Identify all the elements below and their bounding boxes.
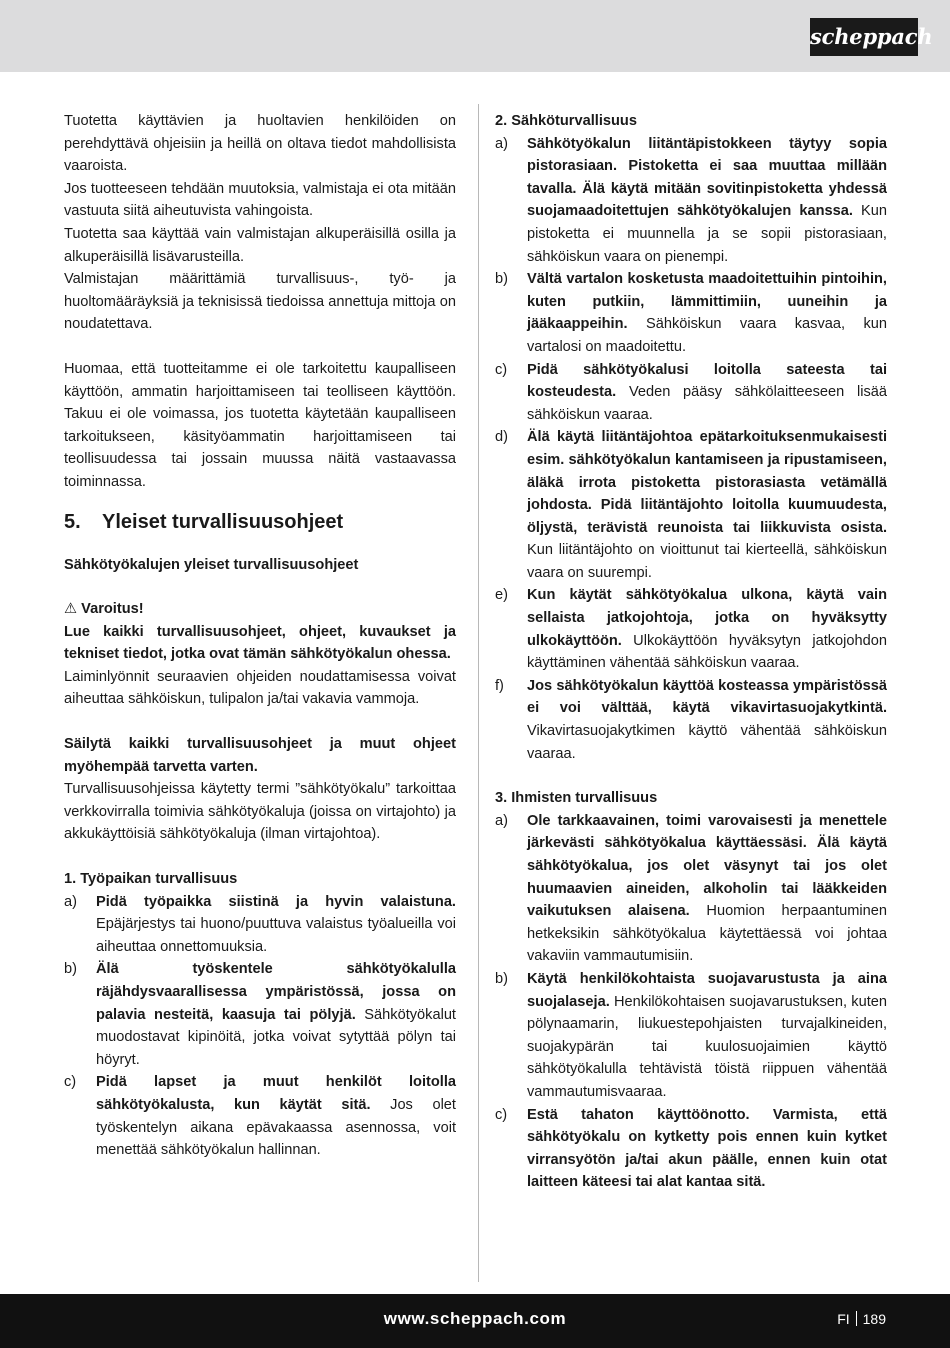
item-text: Epäjärjestys tai huono/puuttuva valaistus työalueilla voi aiheuttaa onnettomuuksia. bbox=[96, 916, 456, 955]
item-letter: a) bbox=[495, 135, 508, 152]
column-divider bbox=[478, 104, 479, 1282]
warning-title: Varoitus! bbox=[81, 601, 144, 618]
scheppach-logo: scheppach bbox=[810, 18, 918, 56]
commercial-use-notice: Huomaa, että tuotteitamme ei ole tarkoitettu kaupalliseen käyttöön, ammatin harjoittamiseen tai teolliseen käyttöön. Takuu ei ole voimassa, jos tuotetta käytetään kaupalliseen tarkoitukseen, käsityöammatin harjoittamiseen tai teollisuudessa tai jossain muussa näitä vastaavassa toiminnassa. bbox=[64, 360, 456, 490]
list-item bbox=[495, 268, 887, 358]
item-bold: Vältä vartalon kosketusta maadoitettuihin pintoihin, kuten putkiin, lämmittimiin, uuneihin ja jääkaappeihin. bbox=[527, 271, 887, 333]
item-text: Sähköiskun vaara kasvaa, kun vartalosi on maadoitettu. bbox=[527, 316, 887, 355]
item-bold: Estä tahaton käyttöönotto. Varmista, että sähkötyökalu on kytketty pois ennen kuin kytket virransyötön ja/tai akun päälle, ennen kuin otat laitteen käteesi tai alat kantaa sitä. bbox=[527, 1106, 887, 1191]
list-item bbox=[495, 359, 887, 427]
item-text: Kun liitäntäjohto on vioittunut tai kierteellä, sähköiskun vaara on suurempi. bbox=[527, 542, 887, 581]
list-item bbox=[64, 891, 456, 959]
item-text: Kun pistoketta ei muunnella ja se sopii pistorasiaan, sähköiskun vaara on pienempi. bbox=[527, 203, 887, 265]
intro-paragraph: Jos tuotteeseen tehdään muutoksia, valmistaja ei ota mitään vastuuta siitä aiheutuvista vahingoista. bbox=[64, 180, 456, 220]
item-letter: f) bbox=[495, 677, 504, 694]
intro-paragraph: Valmistajan määrittämiä turvallisuus-, työ- ja huoltomääräyksiä ja teknisissä tiedoissa annettuja mittoja on noudatettava. bbox=[64, 271, 456, 333]
list-item bbox=[495, 426, 887, 584]
page-number bbox=[837, 1294, 886, 1344]
warning-heading bbox=[64, 598, 456, 621]
item-letter: b) bbox=[495, 970, 508, 987]
warning-icon: ⚠ bbox=[64, 601, 78, 618]
page-header bbox=[0, 0, 950, 72]
item-letter: c) bbox=[495, 361, 508, 378]
electrical-safety-title: 2. Sähköturvallisuus bbox=[495, 113, 637, 129]
list-item bbox=[495, 968, 887, 1104]
item-text: Huomion herpaantuminen hetkeksikin sähkötyökalua käytettäessä voi johtaa vakaviin vammautumisiin. bbox=[527, 903, 887, 965]
section-number: 5. bbox=[64, 510, 81, 533]
item-bold: Sähkötyökalun liitäntäpistokkeen täytyy sopia pistorasiaan. Pistoketta ei saa muuttaa millään tavalla. Älä käytä mitään sovitinpistoketta yhdessä suojamaadoitettujen sähkötyökalujen kanssa. bbox=[527, 135, 887, 220]
item-letter: b) bbox=[64, 961, 77, 978]
section-title: Yleiset turvallisuusohjeet bbox=[102, 510, 344, 533]
item-bold: Ole tarkkaavainen, toimi varovaisesti ja menettele järkevästi sähkötyökalua käyttäessäsi. Älä käytä sähkötyökalua, jos olet väsynyt tai jos olet huumaavien aineiden, alkoholin tai lääkkeiden vaikutuksen alaisena. bbox=[527, 812, 887, 920]
item-letter: c) bbox=[495, 1106, 508, 1123]
list-item bbox=[64, 1071, 456, 1161]
intro-paragraph: Tuotetta saa käyttää vain valmistajan alkuperäisillä osilla ja alkuperäisillä lisävarusteilla. bbox=[64, 225, 456, 265]
warning-bold-text: Lue kaikki turvallisuusohjeet, ohjeet, kuvaukset ja tekniset tiedot, jotka ovat tämän sähkötyökalun ohessa. bbox=[64, 623, 456, 663]
list-item bbox=[495, 1104, 887, 1194]
personal-safety-title: 3. Ihmisten turvallisuus bbox=[495, 790, 658, 807]
item-bold: Pidä työpaikka siistinä ja hyvin valaistuna. bbox=[96, 893, 456, 910]
item-letter: e) bbox=[495, 587, 508, 604]
item-bold: Pidä lapset ja muut henkilöt loitolla sähkötyökalusta, kun käytät sitä. bbox=[96, 1074, 456, 1113]
item-bold: Käytä henkilökohtaista suojavarustusta ja aina suojalaseja. bbox=[527, 970, 887, 1010]
item-bold: Pidä sähkötyökalusi loitolla sateesta tai kosteudesta. bbox=[527, 361, 887, 401]
item-text: Jos olet työskentelyn aikana epävakaassa asennossa, voit menettää sähkötyökalun hallinnan. bbox=[96, 1096, 456, 1159]
item-text: Veden pääsy sähkölaitteeseen lisää sähköiskun vaaraa. bbox=[527, 384, 887, 423]
list-item bbox=[495, 584, 887, 674]
language-code: FI bbox=[837, 1311, 850, 1327]
item-text: Sähkötyökalut muodostavat kipinöitä, jotka voivat sytyttää pölyn tai höyryt. bbox=[96, 1006, 456, 1068]
subheading: Sähkötyökalujen yleiset turvallisuusohjeet bbox=[64, 556, 359, 573]
list-item bbox=[495, 133, 887, 269]
right-column bbox=[495, 110, 887, 1194]
warning-text: Laiminlyönnit seuraavien ohjeiden noudattamisessa voivat aiheuttaa sähköiskun, tulipalon ja/tai vakavia vammoja. bbox=[64, 668, 456, 708]
item-bold: Älä käytä liitäntäjohtoa epätarkoituksenmukaisesti esim. sähkötyökalun kantamiseen ja ripustamiseen, äläkä irrota pistoketta pistorasiasta vetämällä johdosta. Pidä liitäntäjohto loitolla kuumuudesta, öljystä, terävistä reunoista tai liikkuvista osista. bbox=[527, 429, 887, 536]
item-text: Vikavirtasuojakytkimen käyttö vähentää sähköiskun vaaraa. bbox=[527, 723, 887, 762]
intro-paragraph: Tuotetta käyttävien ja huoltavien henkilöiden on perehdyttävä ohjeisiin ja heillä on oltava tiedot mahdollisista vaaroista. bbox=[64, 113, 456, 175]
website-link[interactable]: www.scheppach.com bbox=[383, 1309, 567, 1328]
item-bold: Jos sähkötyökalun käyttöä kosteassa ympäristössä ei voi välttää, käytä vikavirtasuojakytkintä. bbox=[527, 677, 887, 717]
item-letter: d) bbox=[495, 429, 508, 446]
left-column bbox=[64, 110, 456, 1162]
page-footer bbox=[0, 1294, 950, 1348]
list-item bbox=[495, 675, 887, 765]
keep-instructions-bold: Säilytä kaikki turvallisuusohjeet ja muut ohjeet myöhempää tarvetta varten. bbox=[64, 736, 456, 775]
item-letter: a) bbox=[495, 812, 508, 829]
list-item bbox=[64, 958, 456, 1071]
item-text: Ulkokäyttöön hyväksytyn jatkojohdon käyttäminen vähentää sähköiskun vaaraa. bbox=[527, 632, 887, 672]
page-number-value: 189 bbox=[862, 1311, 886, 1327]
workplace-safety-title: 1. Työpaikan turvallisuus bbox=[64, 871, 238, 888]
item-letter: b) bbox=[495, 271, 508, 288]
item-text: Henkilökohtaisen suojavarustuksen, kuten pölynaamarin, liukuestepohjaisten turvajalkineiden, suojakypärän tai kuulosuojaimien käyttö sähkötyökalulla tehtävistä töistä riippuen vähentää vammautumisvaaraa. bbox=[527, 993, 887, 1100]
list-item bbox=[495, 810, 887, 968]
item-bold: Älä työskentele sähkötyökalulla räjähdysvaarallisessa ympäristössä, jossa on palavia nesteitä, kaasuja tai pölyjä. bbox=[96, 961, 456, 1023]
item-letter: a) bbox=[64, 893, 77, 910]
item-letter: c) bbox=[64, 1074, 77, 1091]
item-bold: Kun käytät sähkötyökalua ulkona, käytä vain sellaista jatkojohtoja, jotka on hyväksytty ulkokäyttöön. bbox=[527, 587, 887, 649]
keep-instructions-text: Turvallisuusohjeissa käytetty termi ”sähkötyökalu” tarkoittaa verkkovirralla toimivia sähkötyökaluja (joissa on virtajohto) ja akkukäyttöisiä sähkötyökaluja (ilman virtajohtoa). bbox=[64, 781, 456, 843]
separator bbox=[856, 1311, 857, 1326]
section-heading bbox=[64, 508, 456, 536]
